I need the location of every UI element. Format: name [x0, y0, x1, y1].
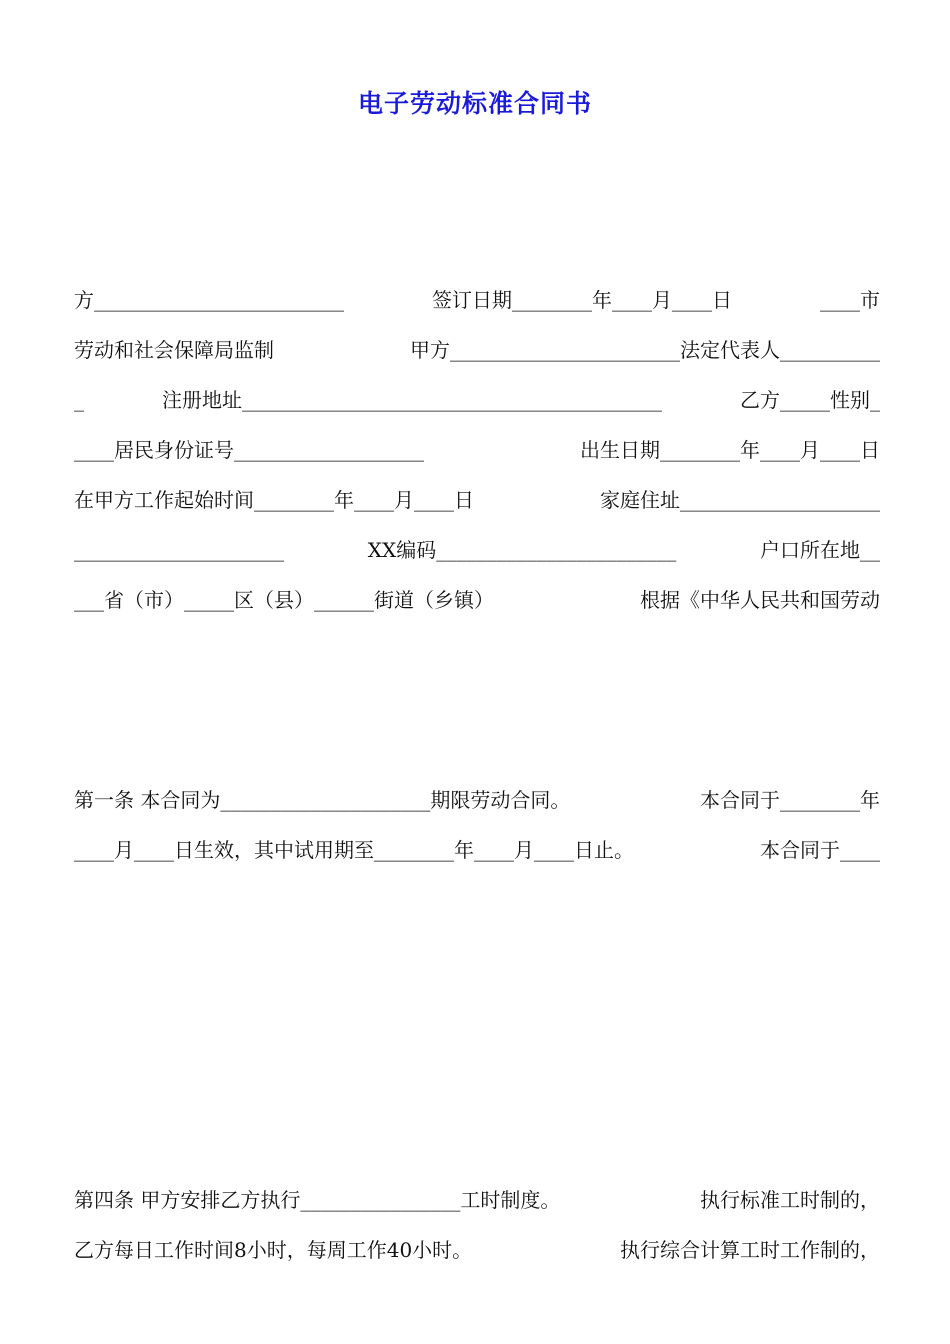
text-line — [74, 532, 880, 568]
text-segment: 本合同于____ — [760, 838, 880, 862]
text-line — [74, 982, 880, 1018]
text-line — [74, 1182, 880, 1218]
text-segment: 家庭住址____________________ — [600, 488, 880, 512]
text-segment: 第一条 本合同为_____________________期限劳动合同。 — [74, 788, 571, 812]
text-line — [74, 182, 880, 218]
text-segment: 执行综合计算工时工作制的， — [620, 1238, 880, 1262]
text-line — [74, 332, 880, 368]
text-segment: 甲方_______________________法定代表人__________ — [410, 338, 880, 362]
text-segment: 本合同于________年 — [700, 788, 880, 812]
text-line — [74, 282, 880, 318]
text-segment: _ — [74, 388, 84, 412]
text-segment: 注册地址__________________________________________ — [162, 388, 662, 412]
text-segment: 出生日期________年____月____日 — [580, 438, 880, 462]
text-line — [74, 682, 880, 718]
text-line — [74, 482, 880, 518]
text-segment: 劳动和社会保障局监制 — [74, 338, 274, 362]
text-line — [74, 382, 880, 418]
text-segment: ____月____日生效，其中试用期至________年____月____日止。 — [74, 838, 634, 862]
text-segment: 乙方每日工作时间8小时，每周工作40小时。 — [74, 1238, 473, 1262]
text-segment: ____居民身份证号___________________ — [74, 438, 424, 462]
text-segment: 在甲方工作起始时间________年____月____日 — [74, 488, 474, 512]
text-line — [74, 1232, 880, 1268]
text-segment: ____市 — [820, 288, 880, 312]
text-line — [74, 782, 880, 818]
text-line — [74, 432, 880, 468]
text-segment: _____________________ — [74, 538, 284, 562]
text-segment: 第四条 甲方安排乙方执行________________工时制度。 — [74, 1188, 561, 1212]
text-segment: XX编码________________________ — [367, 538, 677, 562]
text-line — [74, 1082, 880, 1118]
text-line — [74, 882, 880, 918]
text-line — [74, 832, 880, 868]
text-segment: 户口所在地__ — [759, 538, 880, 562]
section-heading — [74, 1132, 880, 1168]
text-segment: 根据《中华人民共和国劳动 — [640, 588, 880, 612]
text-line — [74, 582, 880, 618]
section-heading — [74, 732, 880, 768]
text-segment: 执行标准工时制的， — [700, 1188, 880, 1212]
text-line — [74, 232, 880, 268]
section-heading — [74, 932, 880, 968]
text-segment: 方_________________________ — [74, 288, 344, 312]
text-segment: 签订日期________年____月____日 — [432, 288, 732, 312]
text-line — [74, 1032, 880, 1068]
document-title: 电子劳动标准合同书 — [357, 89, 592, 118]
text-segment: 乙方_____性别_ — [740, 388, 880, 412]
text-segment: ___省（市）_____区（县）______街道（乡镇） — [74, 588, 494, 612]
text-line — [74, 632, 880, 668]
